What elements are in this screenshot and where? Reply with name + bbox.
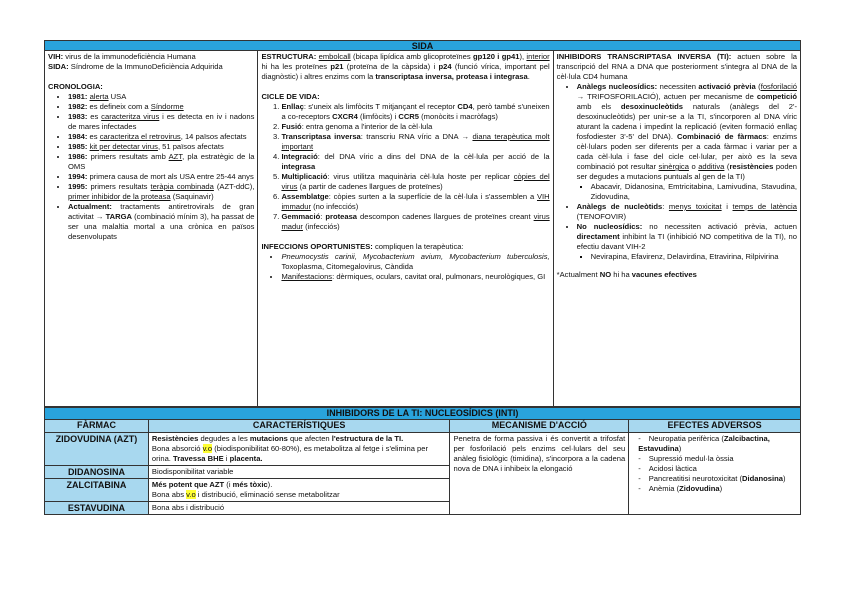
drug-name: ZIDOVUDINA (AZT) bbox=[45, 433, 149, 466]
list-item: • Pneumocystis carinii, Mycobacterium avium, Mycobacterium tuberculosis, Toxoplasma, Citomegalovirus, Càndida bbox=[281, 252, 549, 272]
list-item: 2. Fusió: entra genoma a l'interior de la cèl·lula bbox=[281, 122, 549, 132]
header-caracteristiques: CARACTERÍSTIQUES bbox=[148, 420, 450, 433]
estructura-paragraph: ESTRUCTURA: embolcall (bicapa lipídica amb glicoproteïnes gp120 i gp41), interior hi ha les proteïnes p21 (proteïna de la càpsida) i p24 (funció vírica, important pel diagnòstic) i altres enzims com la transcriptasa inversa, proteasa i integrasa. bbox=[261, 52, 550, 81]
sida-definition: SIDA: Síndrome de la ImmunoDeficiència Adquirida bbox=[48, 62, 223, 71]
drug-characteristics: Bona abs i distribució bbox=[148, 502, 450, 515]
list-item: 7. Gemmació: proteasa descompon cadenes llargues de proteïnes creant virus madur (infecciós) bbox=[281, 212, 549, 232]
list-item: • 1995: primers resultats teràpia combinada (AZT-ddC), primer inhibidor de la proteasa (Saquinavir) bbox=[68, 182, 254, 202]
cronologia-list bbox=[48, 92, 254, 242]
list-item: - Neuropatia perifèrica (Zalcibactina, Estavudina) bbox=[638, 434, 797, 454]
inti-title: INHIBIDORS DE LA TI: NUCLEOSÍDICS (INTI) bbox=[45, 408, 801, 420]
header-mecanisme: MECANISME D'ACCIÓ bbox=[450, 420, 629, 433]
mechanism-cell: Penetra de forma passiva i és convertit a trifosfat per fosforilació pels enzims cel·lulars del seu anàleg fisiològic (timidina), s'incorpora a la cadena nova de DNA i inhibeix la elongació bbox=[450, 433, 629, 515]
list-item: • Manifestacions: dèrmiques, oculars, cavitat oral, pulmonars, neurològiques, GI bbox=[281, 272, 549, 282]
list-item: - Pancreatitisi neurotoxicitat (Didanosina) bbox=[638, 474, 797, 484]
infeccions-list bbox=[261, 252, 549, 282]
list-item: • 1994: primera causa de mort als USA entre 25-44 anys bbox=[68, 172, 254, 182]
sida-columns bbox=[44, 51, 801, 407]
drug-characteristics: Més potent que AZT (i més tòxic). Bona abs v.o i distribució, eliminació sense metabolitzar bbox=[148, 479, 450, 502]
list-item: • 1983: es caracteritza virus i es detecta en iv i nadons de mares infectades bbox=[68, 112, 254, 132]
inti-table bbox=[44, 407, 801, 515]
list-item: 6. Assemblatge: còpies surten a la superfície de la cèl·lula i s'assemblen a VIH immadur (no infecciós) bbox=[281, 192, 549, 212]
list-item: • Anàlegs de nucleòtids: menys toxicitat i temps de latència (TENOFOVIR) bbox=[577, 202, 797, 222]
drug-name: ZALCITABINA bbox=[45, 479, 149, 502]
vih-definition: VIH: virus de la immunodeficiència Humana bbox=[48, 52, 196, 61]
cronologia-heading: CRONOLOGIA: bbox=[48, 82, 103, 91]
document-sheet bbox=[44, 40, 801, 515]
cicle-heading: CICLE DE VIDA: bbox=[261, 92, 320, 101]
list-item: - Acidosi làctica bbox=[638, 464, 797, 474]
table-row bbox=[45, 433, 801, 466]
list-item: • No nucleosídics: no necessiten activació prèvia, actuen directament inhibint la TI (inhibició NO competitiva de la TI), no efectiu davant VIH-2 ▪ Nevirapina, Efavirenz, Delavirdina, Etravirina, Rilpivirina bbox=[577, 222, 797, 262]
column-structure bbox=[258, 51, 553, 406]
list-item: - Anèmia (Zidovudina) bbox=[638, 484, 797, 494]
cicle-list bbox=[261, 102, 549, 232]
sida-title: SIDA bbox=[44, 40, 801, 51]
list-item: • 1985: kit per detectar virus, 51 països afectats bbox=[68, 142, 254, 152]
infeccions-heading: INFECCIONS OPORTUNISTES: compliquen la terapèutica: bbox=[261, 242, 464, 251]
adverse-effects-cell bbox=[629, 433, 801, 515]
ti-list bbox=[557, 82, 797, 262]
list-item: 1. Enllaç: s'uneix als limfòcits T mitjançant el receptor CD4, però també s'uneixen a co-receptors CXCR4 (limfòcits) i CCR5 (monòcits i macròfags) bbox=[281, 102, 549, 122]
list-item: ▪ Nevirapina, Efavirenz, Delavirdina, Etravirina, Rilpivirina bbox=[591, 252, 797, 262]
list-item: 3. Transcriptasa inversa: transcriu RNA víric a DNA → diana terapèutica molt important bbox=[281, 132, 549, 152]
list-item: • 1986: primers resultats amb AZT, pla estratègic de la OMS bbox=[68, 152, 254, 172]
list-item: ▪ Abacavir, Didanosina, Emtricitabina, Lamivudina, Stavudina, Zidovudina, bbox=[591, 182, 797, 202]
header-farmac: FÀRMAC bbox=[45, 420, 149, 433]
list-item: • 1981: alerta USA bbox=[68, 92, 254, 102]
footnote: *Actualment NO hi ha vacunes efectives bbox=[556, 270, 697, 279]
drug-characteristics: Resistències degudes a les mutacions que afecten l'estructura de la TI. Bona absorció v.o (biodisponibilitat 60-80%), es metabolitza al fetge i s'elimina per orina. Travessa BHE i placenta. bbox=[148, 433, 450, 466]
list-item: • Actualment: tractaments antiretrovirals de gran activitat → TARGA (combinació mínim 3), ha passat de ser una malaltia mortal a una crònica en països desenvolupats bbox=[68, 202, 254, 242]
list-item: 4. Integració: del DNA víric a dins del DNA de la cèl·lula per acció de la integrasa bbox=[281, 152, 549, 172]
list-item: - Supressió medul·la òssia bbox=[638, 454, 797, 464]
list-item: • 1984: es caracteritza el retrovirus, 14 països afectats bbox=[68, 132, 254, 142]
drug-characteristics: Biodisponibilitat variable bbox=[148, 466, 450, 479]
column-general bbox=[45, 51, 258, 406]
list-item: 5. Multiplicació: virus utilitza maquinària cèl·lula hoste per replicar còpies del virus (a partir de cadenes llargues de proteïnes) bbox=[281, 172, 549, 192]
drug-name: DIDANOSINA bbox=[45, 466, 149, 479]
list-item: • Anàlegs nucleosídics: necessiten activació prèvia (fosforilació → TRIFOSFORILACIÓ), actuen per mecanisme de competició amb els desoxinucleòtids naturals (anàlegs del 2'-desoxinucleòtids) per unir-se a la TI, s'incorporen al DNA víric aturant la cadena i impedint la replicació (eviten formació enllaç fosfodiester 3'-5' del DNA). Combinació de fàrmacs: enzims cèl·lulars poden ser diferents per a cada fàrmac i variar per a cada cèl·lula i fase del cicle cel·lular, per això es la seva combinació pot resultar sinèrgica o additiva (resistències poden ser degudes a mutacions puntuals al gen de la TI) ▪ Abacavir, Didanosina, Emtricitabina, Lamivudina, Stavudina, Zidovudina, bbox=[577, 82, 797, 202]
table-header-row bbox=[45, 420, 801, 433]
column-inhibitors bbox=[554, 51, 800, 406]
header-efectes: EFECTES ADVERSOS bbox=[629, 420, 801, 433]
ti-intro: INHIBIDORS TRANSCRIPTASA INVERSA (TI): actuen sobre la transcripció del RNA a DNA que posteriorment s'integra al DNA de la cèl·lula CD4 humana bbox=[556, 52, 797, 81]
drug-name: ESTAVUDINA bbox=[45, 502, 149, 515]
list-item: • 1982: es defineix com a Síndorme bbox=[68, 102, 254, 112]
